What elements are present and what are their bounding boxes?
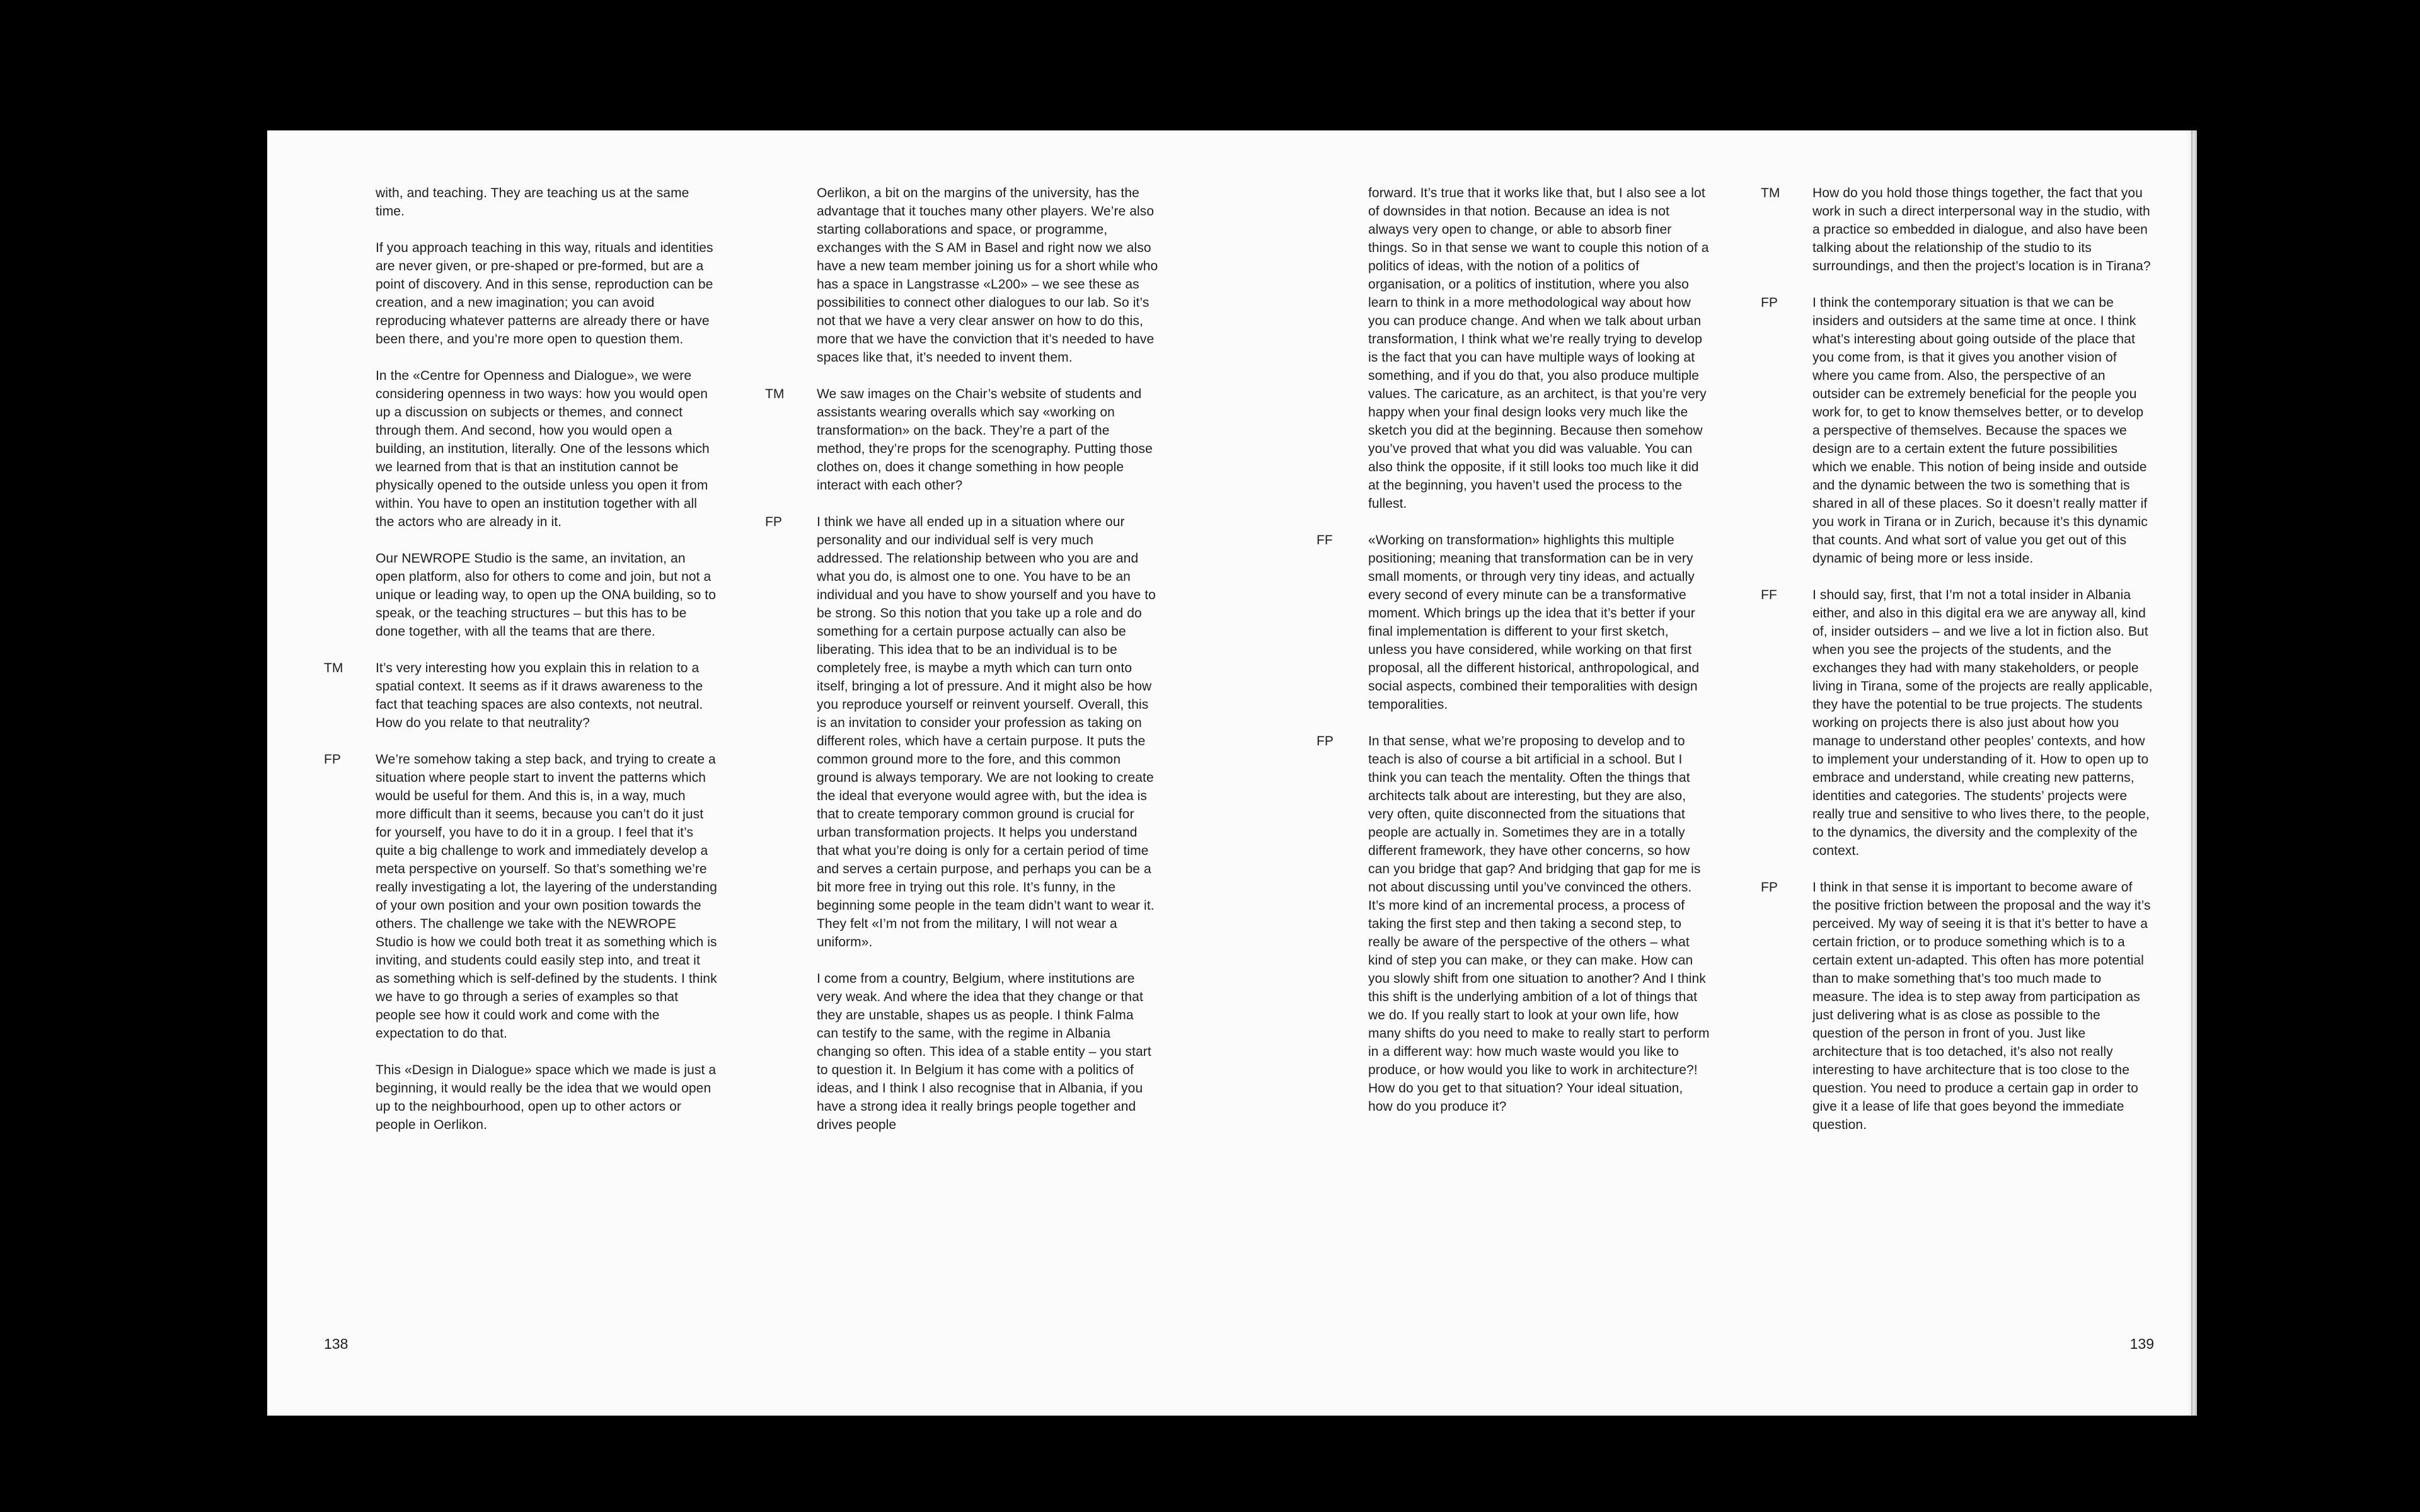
dialogue-paragraphs <box>376 659 717 732</box>
dialogue-block <box>1761 294 2154 568</box>
text-column-139-left <box>1317 184 1710 1116</box>
dialogue-paragraphs <box>1812 294 2154 568</box>
page-number-left: 138 <box>324 1336 349 1352</box>
book-spread <box>267 130 2197 1416</box>
speaker-label: TM <box>1761 186 1780 200</box>
dialogue-paragraphs <box>1368 732 1710 1116</box>
speaker-label: FP <box>1761 295 1778 310</box>
paragraph: Oerlikon, a bit on the margins of the university, has the advantage that it touches many other players. We’re also starting collaborations and space, or programme, exchanges with the S AM in Basel and right now we also have a new team member joining us for a short while who has a space in Langstrasse «L200» – we see these as possibilities to connect other dialogues to our lab. So it’s not that we have a very clear answer on how to do this, more that we have the conviction that it’s needed to have spaces like that, it’s needed to invent them. <box>817 186 1158 365</box>
dialogue-paragraphs <box>1368 184 1710 513</box>
dialogue-block <box>1761 184 2154 275</box>
speaker-label: FF <box>1317 533 1333 547</box>
paragraph: I think we have all ended up in a situation where our personality and our individual self is very much addressed. The relationship between who you are and what you do, is almost one to one. You have to be an individual and you have to show yourself and you have to be strong. So this notion that you take up a role and do something for a certain purpose actually can also be liberating. This idea that to be an individual is to be completely free, is maybe a myth which can turn onto itself, bringing a lot of pressure. And it might also be how you reproduce yourself or reinvent yourself. Overall, this is an invitation to consider your profession as taking on different roles, which have a certain purpose. It puts the common ground more to the fore, and this common ground is always temporary. We are not looking to create the ideal that everyone would agree with, but the idea is that to create temporary common ground is crucial for urban transformation projects. It helps you understand that what you’re doing is only for a certain period of time and serves a certain purpose, and perhaps you can be a bit more free in trying out this role. It’s funny, in the beginning some people in the team didn’t want to wear it. They felt «I’m not from the military, I will not wear a uniform». <box>817 515 1156 949</box>
dialogue-paragraphs <box>817 184 1158 367</box>
text-column-139-right <box>1761 184 2154 1134</box>
dialogue-block <box>1761 878 2154 1134</box>
dialogue-paragraphs <box>817 385 1158 495</box>
paragraph: I should say, first, that I’m not a total insider in Albania either, and also in this digital era we are anyway all, kind of, insider outsiders – and we live a lot in fiction also. But when you see the projects of the students, and the exchanges they had with many stakeholders, or people living in Tirana, some of the projects are really applicable, they have the potential to be true projects. The students working on projects there is also just about how you manage to understand other peoples’ contexts, and how to implement your understanding of it. How to open up to embrace and understand, while creating new patterns, identities and categories. The students’ projects were really true and sensitive to who lives there, to the people, to the dynamics, the diversity and the complexity of the context. <box>1812 588 2153 858</box>
dialogue-block <box>765 184 1158 367</box>
text-column-138-right <box>765 184 1158 1134</box>
paragraph: It’s very interesting how you explain this in relation to a spatial context. It seems as if it draws awareness to the fact that teaching spaces are also contexts, not neutral. How do you relate to that neutrality? <box>376 661 703 730</box>
dialogue-paragraphs <box>376 184 717 641</box>
paragraph: If you approach teaching in this way, rituals and identities are never given, or pre-shaped or pre-formed, but are a point of discovery. And in this sense, reproduction can be creation, and a new imagination; you can avoid reproducing whatever patterns are already there or have been there, and you’re more open to question them. <box>376 241 713 346</box>
dialogue-paragraphs <box>1812 184 2154 275</box>
dialogue-block <box>765 385 1158 495</box>
paragraph: I come from a country, Belgium, where institutions are very weak. And where the idea that they change or that they are unstable, shapes us as people. I think Falma can testify to the same, with the regime in Albania changing so often. This idea of a stable entity – you start to question it. In Belgium it has come with a politics of ideas, and I think I also recognise that in Albania, if you have a strong idea it really brings people together and drives people <box>817 971 1151 1132</box>
dialogue-block <box>324 750 717 1134</box>
paragraph: In the «Centre for Openness and Dialogue», we were considering openness in two ways: how you would open up a discussion on subjects or themes, and connect through them. And second, how you would open a building, an institution, literally. One of the lessons which we learned from that is that an institution cannot be physically opened to the outside unless you open it from within. You have to open an institution together with all the actors who are already in it. <box>376 369 710 529</box>
speaker-label: FP <box>324 752 342 767</box>
dialogue-paragraphs <box>1812 586 2154 860</box>
paragraph: In that sense, what we’re proposing to develop and to teach is also of course a bit artificial in a school. But I think you can teach the mentality. Often the things that architects talk about are interesting, but they are also, very often, quite disconnected from the situations that people are actually in. Sometimes they are in a totally different framework, they have other concerns, so how can you bridge that gap? And bridging that gap for me is not about discussing until you’ve convinced the others. It’s more kind of an incremental process, a process of taking the first step and then taking a second step, to really be aware of the perspective of the others – what kind of step you can make, or they can make. How can you slowly shift from one situation to another? And I think this shift is the underlying ambition of a lot of things that we do. If you really start to look at your own life, how many shifts do you need to make to really start to perform in a different way: how much waste would you like to produce, or how would you like to work in architecture?! How do you get to that situation? Your ideal situation, how do you produce it? <box>1368 734 1710 1114</box>
speaker-label <box>1317 184 1368 513</box>
speaker-label <box>324 184 376 641</box>
dialogue-block <box>324 184 717 641</box>
paragraph: Our NEWROPE Studio is the same, an invitation, an open platform, also for others to come and join, but not a unique or leading way, to open up the ONA building, so to speak, or the teaching structures – but this has to be done together, with all the teams that are there. <box>376 551 717 639</box>
dialogue-paragraphs <box>376 750 717 1134</box>
paragraph: We’re somehow taking a step back, and trying to create a situation where people start to invent the patterns which would be useful for them. And this is, in a way, much more difficult than it seems, because you can’t do it just for yourself, you have to do it in a group. I feel that it’s quite a big challenge to work and immediately develop a meta perspective on yourself. So that’s something we’re really investigating a lot, the layering of the understanding of your own position and your own position towards the others. The challenge we take with the NEWROPE Studio is how we could both treat it as something which is inviting, and students could easily step into, and treat it as something which is self-defined by the students. I think we have to go through a series of examples so that people see how it could work and come with the expectation to do that. <box>376 752 717 1041</box>
dialogue-block <box>1317 732 1710 1116</box>
dialogue-block <box>1317 184 1710 513</box>
speaker-label: FP <box>1317 734 1334 748</box>
dialogue-block <box>324 659 717 732</box>
page-number-right: 139 <box>2129 1336 2154 1352</box>
paragraph: «Working on transformation» highlights this multiple positioning; meaning that transformation can be in very small moments, or through very tiny ideas, and actually every second of every minute can be a transformative moment. Which brings up the idea that it’s better if your final implementation is different to your first sketch, unless you have considered, while working on that first proposal, all the different historical, anthropological, and social aspects, combined their temporalities with design temporalities. <box>1368 533 1700 712</box>
speaker-label: FP <box>1761 880 1778 895</box>
speaker-label: TM <box>324 661 343 675</box>
dialogue-block <box>765 513 1158 1134</box>
paragraph: forward. It’s true that it works like that, but I also see a lot of downsides in that notion. Because an idea is not always very open to change, or able to absorb finer things. So in that sense we want to couple this notion of a politics of ideas, with the notion of a politics of organisation, or a politics of institution, where you also learn to think in a more methodological way about how you can produce change. And when we talk about urban transformation, I think what we’re really trying to develop is the fact that you can have multiple ways of looking at something, and if you do that, you also produce multiple values. The caricature, as an architect, is that you’re very happy when your final design looks very much like the sketch you did at the beginning. Because then somehow you’ve proved that what you did was valuable. You can also think the opposite, if it still looks too much like it did at the beginning, you haven’t used the process to the fullest. <box>1368 186 1709 511</box>
dialogue-paragraphs <box>1368 531 1710 714</box>
speaker-label: FF <box>1761 588 1777 602</box>
paragraph: with, and teaching. They are teaching us at the same time. <box>376 186 689 219</box>
dialogue-paragraphs <box>817 513 1158 1134</box>
speaker-label: FP <box>765 515 783 529</box>
dialogue-block <box>1317 531 1710 714</box>
paragraph: I think the contemporary situation is that we can be insiders and outsiders at the same time at once. I think what’s interesting about going outside of the place that you come from, is that it gives you another vision of where you came from. Also, the perspective of an outsider can be extremely beneficial for the people you work for, to get to know themselves better, or to develop a perspective of themselves. Because the spaces we design are to a certain extent the future possibilities which we enable. This notion of being inside and outside and the dynamic between the two is something that is shared in all of these places. So it doesn’t really matter if you work in Tirana or in Zurich, because it’s this dynamic that counts. And what sort of value you get out of this dynamic of being more or less inside. <box>1812 295 2148 566</box>
paragraph: We saw images on the Chair’s website of students and assistants wearing overalls which say «working on transformation» on the back. They’re a part of the method, they’re props for the scenography. Putting those clothes on, does it change something in how people interact with each other? <box>817 387 1153 493</box>
speaker-label <box>765 184 817 367</box>
paragraph: This «Design in Dialogue» space which we made is just a beginning, it would really be the idea that we would open up to the neighbourhood, open up to other actors or people in Oerlikon. <box>376 1063 717 1132</box>
speaker-label: TM <box>765 387 785 401</box>
paragraph: I think in that sense it is important to become aware of the positive friction between the proposal and the way it’s perceived. My way of seeing it is that it’s better to have a certain friction, or to produce something which is to a certain extent un-adapted. This often has more potential than to make something that’s too much made to measure. The idea is to step away from participation as just delivering what is as close as possible to the question of the person in front of you. Just like architecture that is too detached, it’s also not really interesting to have architecture that is too close to the question. You need to produce a certain gap in order to give it a lease of life that goes beyond the immediate question. <box>1812 880 2151 1132</box>
dialogue-paragraphs <box>1812 878 2154 1134</box>
dialogue-block <box>1761 586 2154 860</box>
text-column-138-left <box>324 184 717 1134</box>
paragraph: How do you hold those things together, the fact that you work in such a direct interpersonal way in the studio, with a practice so embedded in dialogue, and also have been talking about the relationship of the studio to its surroundings, and then the project’s location is in Tirana? <box>1812 186 2151 273</box>
